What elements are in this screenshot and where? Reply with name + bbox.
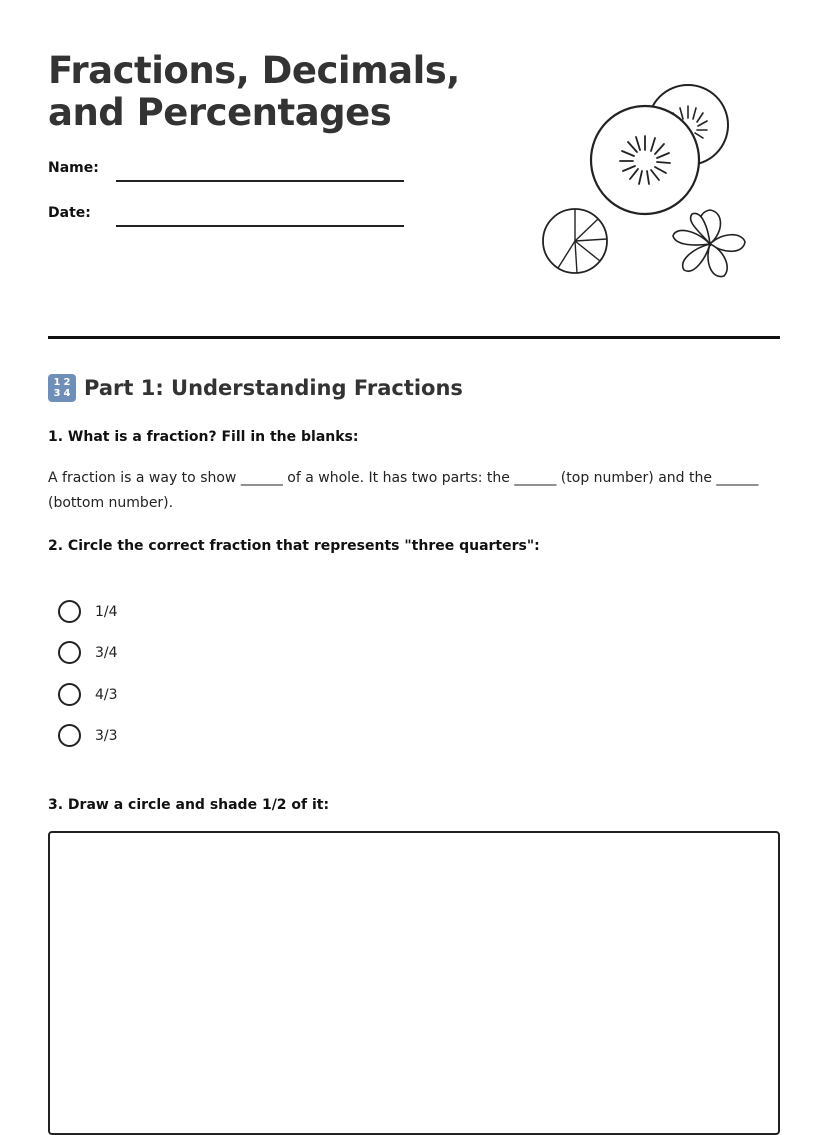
part1-heading [48,374,463,402]
section-divider [48,336,780,339]
drawing-area[interactable] [48,831,780,1135]
name-field[interactable] [116,180,404,182]
page-title: Fractions, Decimals, and Percentages [48,49,460,134]
numbers-icon-digit: 3 [53,388,61,399]
name-label: Name: [48,160,99,176]
citrus-slices-and-pie-icon [536,82,752,282]
option-1-4[interactable] [58,600,118,623]
question-3-prompt: 3. Draw a circle and shade 1/2 of it: [48,797,330,813]
part1-title: Part 1: Understanding Fractions [84,376,463,400]
radio-button[interactable] [58,724,81,747]
flower-slices-icon [673,210,745,277]
option-label: 3/4 [95,644,118,661]
question-1-text: A fraction is a way to show ______ of a whole. It has two parts: the ______ (top number) and the ______ (bottom number). [48,470,759,511]
question-2-prompt: 2. Circle the correct fraction that represents "three quarters": [48,538,540,554]
numbers-icon-digit: 1 [53,377,61,388]
citrus-slice-front-icon [591,106,699,214]
option-4-3[interactable] [58,683,118,706]
radio-button[interactable] [58,683,81,706]
option-label: 4/3 [95,686,118,703]
radio-button[interactable] [58,641,81,664]
question-1-prompt: 1. What is a fraction? Fill in the blanks: [48,429,359,445]
option-3-4[interactable] [58,641,118,664]
option-label: 3/3 [95,727,118,744]
date-field[interactable] [116,225,404,227]
option-label: 1/4 [95,603,118,620]
date-label: Date: [48,205,91,221]
numbers-icon [48,374,76,402]
pie-slices-icon [543,209,607,273]
numbers-icon-digit: 4 [63,388,71,399]
option-3-3[interactable] [58,724,118,747]
numbers-icon-digit: 2 [63,377,71,388]
radio-button[interactable] [58,600,81,623]
